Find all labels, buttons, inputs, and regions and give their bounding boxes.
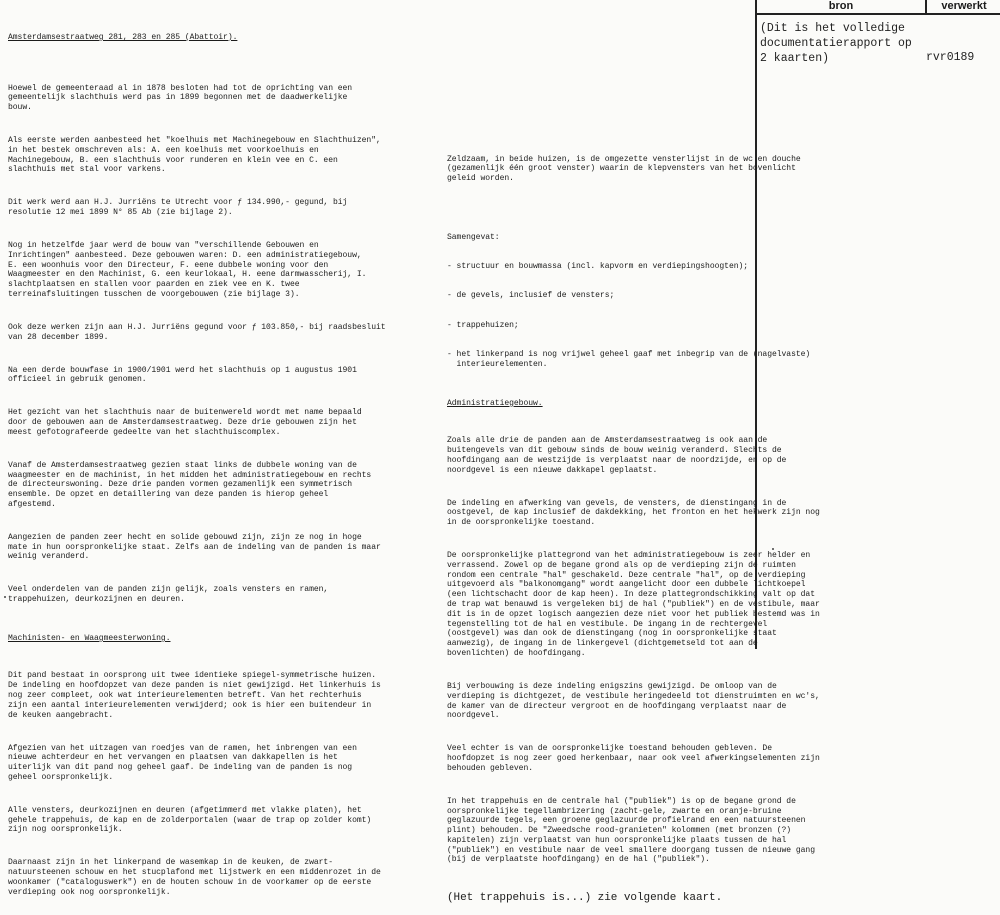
paragraph: Het gezicht van het slachthuis naar de buitenwereld wordt met name bepaald door de gebouwen aan de Amsterdamsestraatweg. Deze drie gebouwen zijn het meest gefotografeerde gedeelte van het slachthuiscomplex. bbox=[8, 408, 362, 437]
paragraph: Afgezien van het uitzagen van roedjes van de ramen, het inbrengen van een nieuwe achterdeur en het vervangen en plaatsen van dakkapellen is het uiterlijk van dit pand nog geheel gaaf. De indeling van de panden is nog geheel oorspronkelijk. bbox=[8, 743, 357, 782]
header-divider-column bbox=[925, 0, 927, 14]
paragraph: Bij verbouwing is deze indeling enigszins gewijzigd. De omloop van de verdieping is dichtgezet, de vestibule heringedeeld tot dienstruimten en wc's, de kamer van de directeur vergroot en de hoofdingang verplaatst naar de noordgevel. bbox=[447, 681, 820, 721]
paragraph: De oorspronkelijke plattegrond van het administratiegebouw is zeer helder en verrassend. Zowel op de begane grond als op de verdieping zijn de ruimten rondom een centrale "hal" geschakeld. Deze centrale "hal", op de verdieping uitgevoerd als "balkonomgang" wordt aangelicht door een dubbele lichtkoepel (een lichtschacht door de kap heen). In deze plattegrondschikking valt op dat de trap wat benauwd is vergeleken bij de hal ("publiek") en de vestibule, maar dit is in de opzet logisch aangezien deze niet voor het publiek bestemd was in tegenstelling tot de hal en vestibule. De ingang in de rechtergevel (oostgevel) was dan ook de dienstingang (nog in oorspronkelijke staat aanwezig), de ingang in de linkergevel (dichtgemetseld tot aan de bovenlichten) de hoofdingang. bbox=[447, 551, 820, 659]
header-divider-horizontal bbox=[755, 13, 1000, 15]
left-column bbox=[8, 64, 440, 911]
document-title: Amsterdamsestraatweg 281, 283 en 285 (Abattoir). bbox=[8, 33, 238, 42]
right-column bbox=[447, 135, 937, 915]
samenvat-item: - trappehuizen; bbox=[447, 320, 519, 330]
samenvat-heading: Samengevat: bbox=[447, 232, 500, 242]
paragraph: Veel echter is van de oorspronkelijke toestand behouden gebleven. De hoofdopzet is nog zeer goed herkenbaar, naar ook veel afwerkingselementen zijn behouden gebleven. bbox=[447, 744, 820, 773]
section-heading-administratie: Administratiegebouw. bbox=[447, 398, 543, 408]
paragraph: Zeldzaam, in beide huizen, is de omgezette vensterlijst in de wc en douche (gezamenlijk één groot venster) waarin de klepvensters van het bovenlicht geleid worden. bbox=[447, 154, 801, 184]
samenvat-item: - de gevels, inclusief de vensters; bbox=[447, 291, 615, 301]
bron-note: (Dit is het volledige documentatierapport op 2 kaarten) bbox=[760, 22, 912, 65]
paragraph: Zoals alle drie de panden aan de Amsterdamsestraatweg is ook aan de buitengevels van dit gebouw sinds de bouw weinig veranderd. Slechts de hoofdingang aan de westzijde is verplaatst naar de noordzijde, en op de noordgevel is een nieuwe dakkapel geplaatst. bbox=[447, 436, 787, 475]
paragraph: Ook deze werken zijn aan H.J. Jurriëns gegund voor ƒ 103.850,- bij raadsbesluit van 28 december 1899. bbox=[8, 322, 386, 342]
scan-speck bbox=[4, 596, 6, 598]
verwerkt-label: verwerkt bbox=[941, 0, 987, 12]
continued-note: (Het trappehuis is...) zie volgende kaart. bbox=[447, 892, 723, 905]
record-code: rvr0189 bbox=[926, 51, 975, 64]
paragraph: Na een derde bouwfase in 1900/1901 werd het slachthuis op 1 augustus 1901 officieel in gebruik genomen. bbox=[8, 365, 357, 385]
paragraph: Dit werk werd aan H.J. Jurriëns te Utrecht voor ƒ 134.990,- gegund, bij resolutie 12 mei 1899 N° 85 Ab (zie bijlage 2). bbox=[8, 198, 348, 218]
samenvat-item: - structuur en bouwmassa (incl. kapvorm en verdiepingshoogten); bbox=[447, 262, 749, 272]
paragraph: In het trappehuis en de centrale hal ("publiek") is op de begane grond de oorspronkelijke tegellambrizering (zacht-gele, zwarte en oranje-bruine geglazuurde tegels, een groene geglazuurde profielrand en een natuursteenen plint) behouden. De "Zweedsche rood-granieten" kolommen (met bronzen (?) kapitelen) zijn verplaatst van hun oorspronkelijke plaats tussen de hal ("publiek") en vestibule naar de veel smallere doorgang tussen de nieuwe gang (bij de verplaatste hoofdingang) en de hal ("publiek"). bbox=[447, 796, 815, 865]
paragraph: Hoewel de gemeenteraad al in 1878 besloten had tot de oprichting van een gemeentelijk slachthuis werd pas in 1899 begonnen met de daadwerkelijke bouw. bbox=[8, 83, 353, 113]
samenvat-item: - het linkerpand is nog vrijwel geheel gaaf met inbegrip van de (nagelvaste) interieurelementen. bbox=[447, 350, 811, 370]
paragraph: Vanaf de Amsterdamsestraatweg gezien staat links de dubbele woning van de waagmeester en de machinist, in het midden het administratiegebouw en rechts de directeurswoning. Deze drie panden vormen gezamenlijk een symmetrisch ensemble. De opzet en detaillering van deze panden is hierop geheel afgestemd. bbox=[8, 460, 372, 509]
paragraph: Alle vensters, deurkozijnen en deuren (afgetimmerd met vlakke platen), het gehele trappehuis, de kap en de zolderportalen (waar de trap op zolder komt) zijn nog oorspronkelijk. bbox=[8, 805, 372, 835]
bron-label: bron bbox=[828, 0, 854, 12]
paragraph: Daarnaast zijn in het linkerpand de wasemkap in de keuken, de zwart- natuursteenen schouw en het stucplafond met lijstwerk en een middenrozet in de woonkamer ("cataloguswerk") en de houten schouw in de voorkamer op de eerste verdieping ook nog oorspronkelijk. bbox=[8, 858, 381, 897]
paragraph: Als eerste werden aanbesteed het "koelhuis met Machinegebouw en Slachthuizen", in het bestek omschreven als: A. een koelhuis met voorkoelhuis en Machinegebouw, B. een slachthuis voor runderen en klein vee en C. een slachthuis met stal voor varkens. bbox=[8, 136, 381, 175]
section-heading-machinisten: Machinisten- en Waagmeesterwoning. bbox=[8, 634, 171, 644]
paragraph: Aangezien de panden zeer hecht en solide gebouwd zijn, zijn ze nog in hoge mate in hun oorspronkelijke staat. Zelfs aan de indeling van de panden is maar weinig veranderd. bbox=[8, 532, 381, 562]
paragraph: De indeling en afwerking van gevels, de vensters, de dienstingang in de oostgevel, de kap inclusief de dakdekking, het fronton en het hekwerk zijn nog in de oorspronkelijke toestand. bbox=[447, 498, 820, 528]
paragraph: Dit pand bestaat in oorsprong uit twee identieke spiegel-symmetrische huizen. De indeling en hoofdopzet van deze panden is niet gewijzigd. Het linkerhuis is nog zeer compleet, ook wat interieurelementen betreft. Van het rechterhuis zijn een aantal interieurelementen verwijderd; ook is hier een buitendeur in de keuken aangebracht. bbox=[8, 671, 381, 720]
paragraph: Nog in hetzelfde jaar werd de bouw van "verschillende Gebouwen en Inrichtingen" aanbesteed. Deze gebouwen waren: D. een administratiegebouw, E. een woonhuis voor den Directeur, F. eene dubbele woning voor den Waagmeester en den Machinist, G. een keurlokaal, H. eene darmwasscherij, I. slachtplaatsen en stallen voor paarden en ziek vee en K. twee terreinafsluitingen tusschen de voorgebouwen (zie bijlage 3). bbox=[8, 241, 367, 300]
paragraph: Veel onderdelen van de panden zijn gelijk, zoals vensters en ramen, trappehuizen, deurkozijnen en deuren. bbox=[8, 585, 329, 605]
scan-speck bbox=[772, 548, 774, 550]
